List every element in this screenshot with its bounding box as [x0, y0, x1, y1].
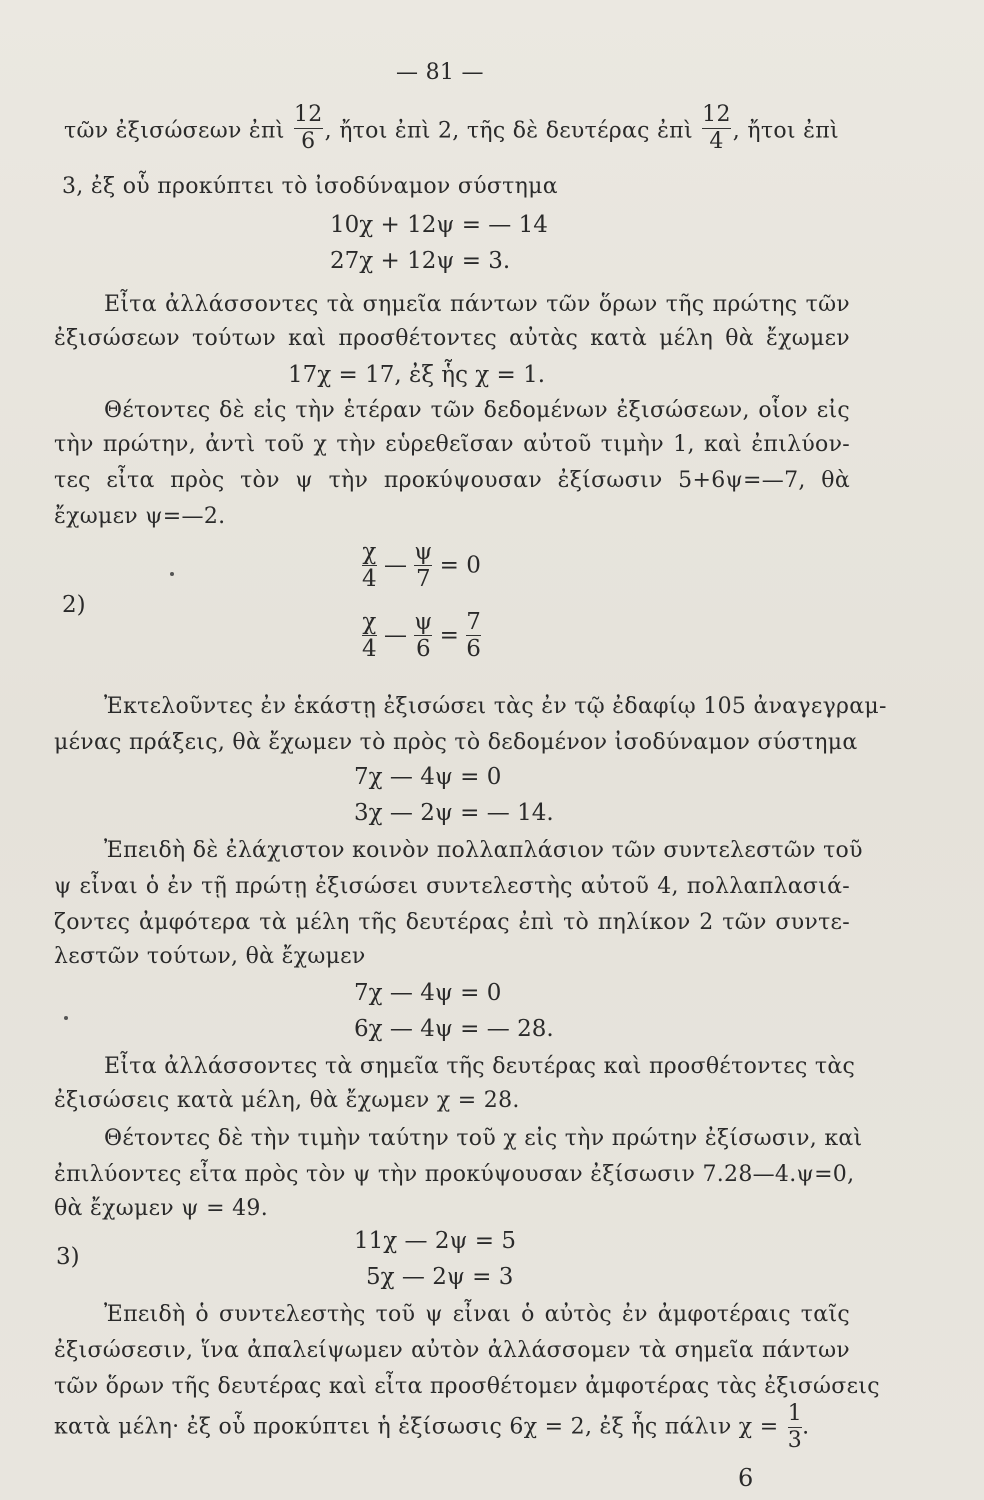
fraction-psi-over-6 — [414, 610, 432, 661]
paragraph-2-line-1: Θέτοντες δὲ εἰς τὴν ἑτέραν τῶν δεδομένων ἐξισώσεων, οἷον εἰς — [104, 398, 850, 423]
equation-5: 3χ — 2ψ = — 14. — [354, 800, 554, 826]
signature-mark: 6 — [738, 1464, 754, 1492]
paragraph-5-line-2: ἐξισώσεις κατὰ μέλη, θὰ ἔχωμεν χ = 28. — [54, 1088, 520, 1113]
system-2-equation-2 — [362, 610, 481, 661]
fraction-numerator: χ — [362, 539, 377, 565]
minus-sign: — — [383, 622, 407, 649]
line1-part-c: , ἤτοι ἐπὶ — [732, 118, 839, 144]
paragraph-4-line-2: ψ εἶναι ὁ ἐν τῇ πρώτῃ ἐξισώσει συντελεστὴς αὐτοῦ 4, πολλαπλασιά- — [54, 874, 850, 899]
fraction-numerator: 12 — [294, 102, 323, 127]
fraction-12-6 — [294, 103, 323, 154]
system-label-2: 2) — [62, 592, 86, 618]
fraction-x-over-4 — [362, 540, 377, 591]
paragraph-7-line-4 — [54, 1402, 850, 1453]
fraction-denominator: 7 — [415, 566, 431, 592]
fraction-denominator: 4 — [362, 636, 377, 662]
paragraph-2-line-2: τὴν πρώτην, ἀντὶ τοῦ χ τὴν εὑρεθεῖσαν αὐτοῦ τιμὴν 1, καὶ ἐπιλύον- — [54, 432, 850, 457]
equation-8: 11χ — 2ψ = 5 — [354, 1228, 517, 1254]
fraction-x-over-4 — [362, 610, 377, 661]
page-number: — 81 — — [396, 60, 484, 85]
period: . — [802, 1414, 810, 1440]
text-line-2: 3, ἐξ οὗ προκύπτει τὸ ἰσοδύναμον σύστημα — [62, 174, 558, 199]
paragraph-7-line-1: Ἐπειδὴ ὁ συντελεστὴς τοῦ ψ εἶναι ὁ αὐτὸς ἐν ἀμφοτέραις ταῖς — [104, 1302, 850, 1327]
fraction-denominator: 6 — [301, 129, 316, 154]
fraction-12-4 — [702, 103, 731, 154]
paragraph-7-line-3: τῶν ὅρων τῆς δευτέρας καὶ εἶτα προσθέτομεν ἀμφοτέρας τὰς ἐξισώσεις — [54, 1374, 880, 1399]
equation-2: 27χ + 12ψ = 3. — [330, 248, 511, 274]
equals-sign: = — [439, 622, 459, 649]
paragraph-1-line-2: ἐξισώσεων τούτων καὶ προσθέτοντες αὐτὰς κατὰ μέλη θὰ ἔχωμεν — [54, 326, 850, 351]
fraction-denominator: 6 — [466, 636, 481, 662]
paragraph-1-line-1: Εἶτα ἀλλάσσοντες τὰ σημεῖα πάντων τῶν ὅρων τῆς πρώτης τῶν — [104, 292, 850, 317]
fraction-numerator: 7 — [466, 609, 481, 635]
fraction-numerator: 1 — [787, 1401, 803, 1426]
fraction-numerator: χ — [362, 609, 377, 635]
stray-dot — [64, 1016, 68, 1020]
paragraph-4-line-1: Ἐπειδὴ δὲ ἐλάχιστον κοινὸν πολλαπλάσιον τῶν συντελεστῶν τοῦ — [104, 838, 863, 863]
fraction-7-over-6 — [466, 610, 481, 661]
fraction-denominator: 4 — [709, 129, 724, 154]
paragraph-2-line-3: τες εἶτα πρὸς τὸν ψ τὴν προκύψουσαν ἐξίσωσιν 5+6ψ=—7, θὰ — [54, 468, 850, 493]
line1-part-a: τῶν ἐξισώσεων ἐπὶ — [64, 118, 285, 144]
minus-sign: — — [383, 552, 407, 579]
fraction-1-over-3 — [788, 1402, 802, 1453]
equation-1: 10χ + 12ψ = — 14 — [330, 212, 548, 238]
fraction-psi-over-7 — [414, 540, 432, 591]
system-label-3: 3) — [56, 1244, 80, 1270]
line1-part-b: , ἤτοι ἐπὶ 2, τῆς δὲ δευτέρας ἐπὶ — [324, 118, 693, 144]
equation-3: 17χ = 17, ἐξ ἧς χ = 1. — [288, 362, 546, 388]
paragraph-4-line-3: ζοντες ἀμφότερα τὰ μέλη τῆς δευτέρας ἐπὶ τὸ πηλίκον 2 τῶν συντε- — [54, 910, 850, 935]
equation-7: 6χ — 4ψ = — 28. — [354, 1016, 554, 1042]
paragraph-4-line-4: λεστῶν τούτων, θὰ ἔχωμεν — [54, 944, 366, 969]
paragraph-3-line-1: Ἐκτελοῦντες ἐν ἑκάστῃ ἐξισώσει τὰς ἐν τῷ ἐδαφίῳ 105 ἀναγεγραμ- — [104, 694, 887, 719]
paragraph-7-line-2: ἐξισώσεσιν, ἵνα ἀπαλείψωμεν αὐτὸν ἀλλάσσομεν τὰ σημεῖα πάντων — [54, 1338, 850, 1363]
paragraph-6-line-1: Θέτοντες δὲ τὴν τιμὴν ταύτην τοῦ χ εἰς τὴν πρώτην ἐξίσωσιν, καὶ — [104, 1126, 863, 1151]
fraction-numerator: 12 — [702, 102, 731, 127]
line-text: κατὰ μέλη· ἐξ οὗ προκύπτει ἡ ἐξίσωσις 6χ = 2, ἐξ ἧς πάλιν χ = — [54, 1414, 779, 1440]
equation-9: 5χ — 2ψ = 3 — [366, 1264, 514, 1290]
equation-4: 7χ — 4ψ = 0 — [354, 764, 502, 790]
paragraph-6-line-2: ἐπιλύοντες εἶτα πρὸς τὸν ψ τὴν προκύψουσαν ἐξίσωσιν 7.28—4.ψ=0, — [54, 1162, 855, 1187]
fraction-denominator: 3 — [787, 1428, 803, 1453]
paragraph-5-line-1: Εἶτα ἀλλάσσοντες τὰ σημεῖα τῆς δευτέρας καὶ προσθέτοντες τὰς — [104, 1054, 856, 1079]
fraction-denominator: 4 — [362, 566, 377, 592]
paragraph-2-line-4: ἔχωμεν ψ=—2. — [54, 504, 226, 529]
equals-zero: = 0 — [439, 552, 481, 579]
text-line-1 — [64, 102, 854, 157]
paragraph-3-line-2: μένας πράξεις, θὰ ἔχωμεν τὸ πρὸς τὸ δεδομένον ἰσοδύναμον σύστημα — [54, 730, 858, 755]
paragraph-6-line-3: θὰ ἔχωμεν ψ = 49. — [54, 1196, 268, 1221]
system-2-equation-1 — [362, 540, 481, 591]
equation-6: 7χ — 4ψ = 0 — [354, 980, 502, 1006]
stray-dot — [170, 572, 174, 576]
fraction-numerator: ψ — [414, 609, 433, 635]
fraction-numerator: ψ — [414, 539, 433, 565]
fraction-denominator: 6 — [415, 636, 431, 662]
